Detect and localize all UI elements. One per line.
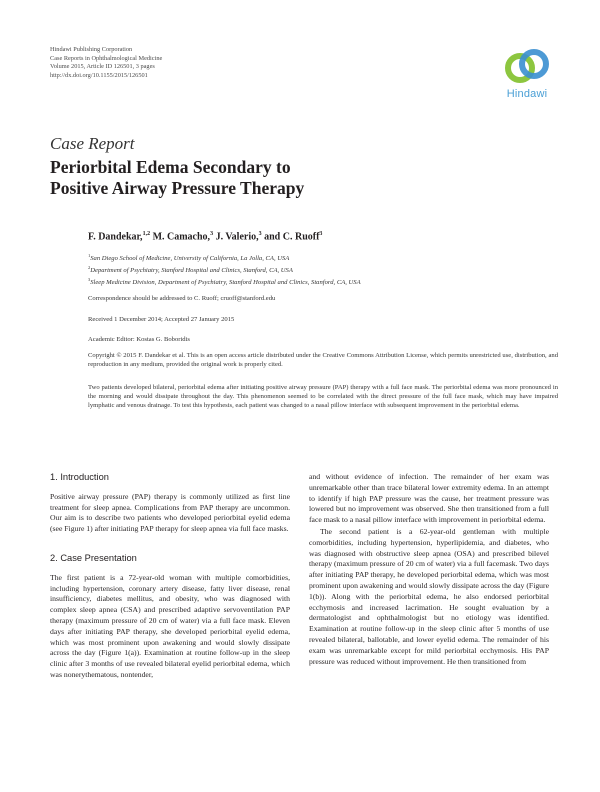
copyright-notice: Copyright © 2015 F. Dandekar et al. This is an open access article distributed under the Creative Commons Attribution License, which permits unrestricted use, distribution, and reproduction in any medium, provided the original work is properly cited. (88, 352, 558, 368)
title-line-2: Positive Airway Pressure Therapy (50, 177, 305, 198)
paragraph: The second patient is a 62-year-old gentleman with multiple comorbidities, including hypertension, hyperlipidemia, and diabetes, who was diagnosed with obstructive sleep apnea (OSA) and prescribed bilevel therapy (maximum pressure of 20 cm of water) via a full facemask. Two days after initiating PAP therapy, he developed periorbital edema, which was most prominent upon awakening and would slowly dissipate across the day (Figure 1(b)). Along with the periorbital edema, he also endorsed periorbital ecchymosis and increased lacrimation. He sought evaluation by a dermatologist and ophthalmologist but no etiology was identified. Examination at routine follow-up in the sleep clinic after 5 months of use revealed bilateral, ballotable, and lower eyelid edema. The remainder of his exam was unremarkable except for mild periorbital ecchymosis. His PAP pressure was reduced without improvement. He then transitioned from (309, 526, 549, 666)
right-column (309, 472, 549, 667)
left-column (50, 472, 290, 681)
affiliations (88, 251, 558, 288)
publisher-name: Hindawi Publishing Corporation (50, 46, 133, 53)
academic-editor: Academic Editor: Kostas G. Boboridis (88, 336, 191, 343)
author-sup: 3 (210, 231, 214, 237)
volume-info: Volume 2015, Article ID 126501, 3 pages (50, 63, 155, 71)
journal-name: Case Reports in Ophthalmological Medicine (50, 54, 163, 62)
author-sup: 3 (319, 231, 323, 237)
author-sup: 1,2 (142, 231, 151, 237)
affiliation: $^2$Department of Psychiatry, Stanford Hospital and Clinics, Stanford, CA, USA (88, 265, 293, 275)
correspondence: Correspondence should be addressed to C. Ruoff; cruoff@stanford.edu (88, 295, 276, 302)
doi-link[interactable]: http://dx.doi.org/10.1155/2015/126501 (50, 71, 148, 79)
author-name: M. Camacho, (152, 231, 211, 243)
affiliation: $^1$San Diego School of Medicine, University of California, La Jolla, CA, USA (88, 253, 290, 263)
article-type: Case Report (50, 134, 135, 153)
author-list (88, 231, 322, 242)
hindawi-logo-icon (502, 44, 552, 88)
title-line-1: Periorbital Edema Secondary to (50, 157, 291, 177)
abstract: Two patients developed bilateral, periorbital edema after initiating positive airway pressure (PAP) therapy with a full face mask. The periorbital edema was more pronounced in the morning and would dissipate throughout the day. This phenomenon seemed to be correlated with the direct pressure of the full face mask, which may have impaired lymphatic and venous drainage. To test this hypothesis, each patient was changed to a nasal pillow interface with subsequent improvement in the periorbital edema. (88, 384, 558, 410)
journal-info (50, 46, 162, 80)
hindawi-logo (497, 44, 557, 106)
paragraph: Positive airway pressure (PAP) therapy is commonly utilized as first line treatment for sleep apnea. Complications from PAP therapy are uncommon. Our aim is to describe two patients who developed periorbital eyelid edema (see Figure 1) after initiating PAP therapy for sleep apnea via full face masks. (50, 491, 290, 534)
author-name: F. Dandekar, (88, 231, 143, 243)
author-sup: 3 (258, 231, 262, 237)
author-name: J. Valerio, (215, 231, 259, 243)
paragraph: and without evidence of infection. The remainder of her exam was unremarkable other than trace bilateral lower extremity edema. In an attempt to identify if high PAP pressure was the cause, her treatment pressure was lowered but no improvement was observed. She then transitioned from a full face mask to a nasal pillow interface with improvement in periorbital edema. (309, 472, 549, 525)
author-name: and C. Ruoff (264, 231, 320, 243)
hindawi-logo-text: Hindawi (506, 88, 548, 100)
affiliation: $^3$Sleep Medicine Division, Department of Psychiatry, Stanford Hospital and Clinics, Stanford, CA, USA (88, 277, 361, 287)
section-heading-introduction: 1. Introduction (50, 472, 109, 482)
paragraph: The first patient is a 72-year-old woman with multiple comorbidities, including hypertension, coronary artery disease, fatty liver disease, renal insufficiency, diabetes mellitus, and obesity, who was diagnosed with complex sleep apnea (CSA) and prescribed adaptive servoventilation PAP therapy (maximum pressure of 20 cm of water) via a full face mask. Eleven days after initiating PAP therapy, she developed periorbital eyelid edema, which was most prominent upon awakening and would slowly dissipate across the day (Figure 1(a)). Examination at routine follow-up in the sleep clinic after 3 months of use revealed bilateral eyelid periorbital edema, which was nonerythematous, nontender, (50, 572, 290, 679)
received-dates: Received 1 December 2014; Accepted 27 January 2015 (88, 316, 235, 323)
section-heading-case-presentation: 2. Case Presentation (50, 552, 137, 563)
article-title (50, 157, 304, 198)
